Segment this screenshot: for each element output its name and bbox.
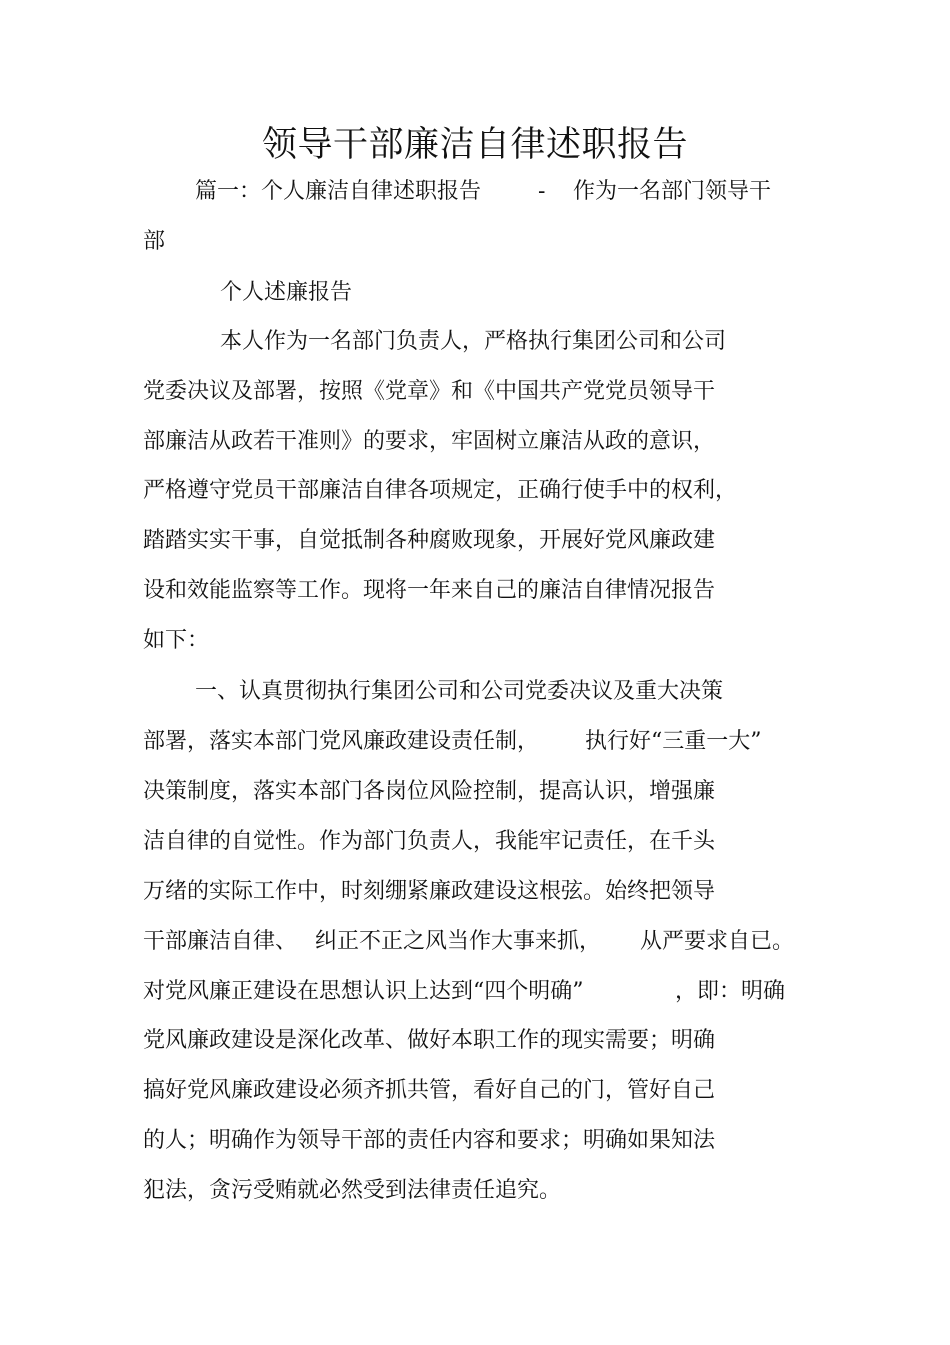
section1-line: 从严要求自已。	[640, 929, 795, 954]
paragraph-line: 踏踏实实干事，自觉抵制各种腐败现象，开展好党风廉政建	[143, 528, 716, 553]
section1-line: 一、认真贯彻执行集团公司和公司党委决议及重大决策	[195, 679, 724, 704]
section1-line: 党风廉政建设是深化改革、做好本职工作的现实需要；明确	[143, 1028, 716, 1053]
paragraph-line: 严格遵守党员干部廉洁自律各项规定，正确行使手中的权利，	[143, 478, 738, 503]
paragraph-line: 本人作为一名部门负责人，严格执行集团公司和公司	[220, 329, 727, 354]
section-heading: 个人述廉报告	[220, 280, 353, 305]
section1-line: 犯法，贪污受贿就必然受到法律责任追究。	[143, 1178, 562, 1203]
subtitle-dash: -	[538, 179, 546, 204]
section1-line: ，即：明确	[675, 979, 786, 1004]
paragraph-line: 部廉洁从政若干准则》的要求，牢固树立廉洁从政的意识，	[143, 429, 716, 454]
paragraph-line: 如下：	[143, 628, 210, 653]
section1-line: 的人；明确作为领导干部的责任内容和要求；明确如果知法	[143, 1128, 716, 1153]
section1-line: 干部廉洁自律、	[143, 929, 298, 954]
subtitle-part1: 篇一：个人廉洁自律述职报告	[195, 179, 482, 204]
subtitle-continuation: 部	[143, 229, 166, 254]
paragraph-line: 党委决议及部署，按照《党章》和《中国共产党党员领导干	[143, 379, 716, 404]
section1-line: 决策制度，落实本部门各岗位风险控制，提高认识，增强廉	[143, 779, 716, 804]
section1-line: 搞好党风廉政建设必须齐抓共管，看好自己的门，管好自己	[143, 1078, 716, 1103]
document-title: 领导干部廉洁自律述职报告	[261, 125, 688, 165]
section1-line: 对党风廉正建设在思想认识上达到“四个明确”	[143, 979, 584, 1004]
section1-line: 执行好“三重一大”	[585, 729, 762, 754]
section1-line: 纠正不正之风当作大事来抓，	[315, 929, 602, 954]
section1-line: 洁自律的自觉性。作为部门负责人，我能牢记责任，在千头	[143, 829, 716, 854]
section1-line: 部署，落实本部门党风廉政建设责任制，	[143, 729, 540, 754]
paragraph-line: 设和效能监察等工作。现将一年来自己的廉洁自律情况报告	[143, 578, 716, 603]
subtitle-part2: 作为一名部门领导干	[573, 179, 772, 204]
section1-line: 万绪的实际工作中，时刻绷紧廉政建设这根弦。始终把领导	[143, 879, 716, 904]
